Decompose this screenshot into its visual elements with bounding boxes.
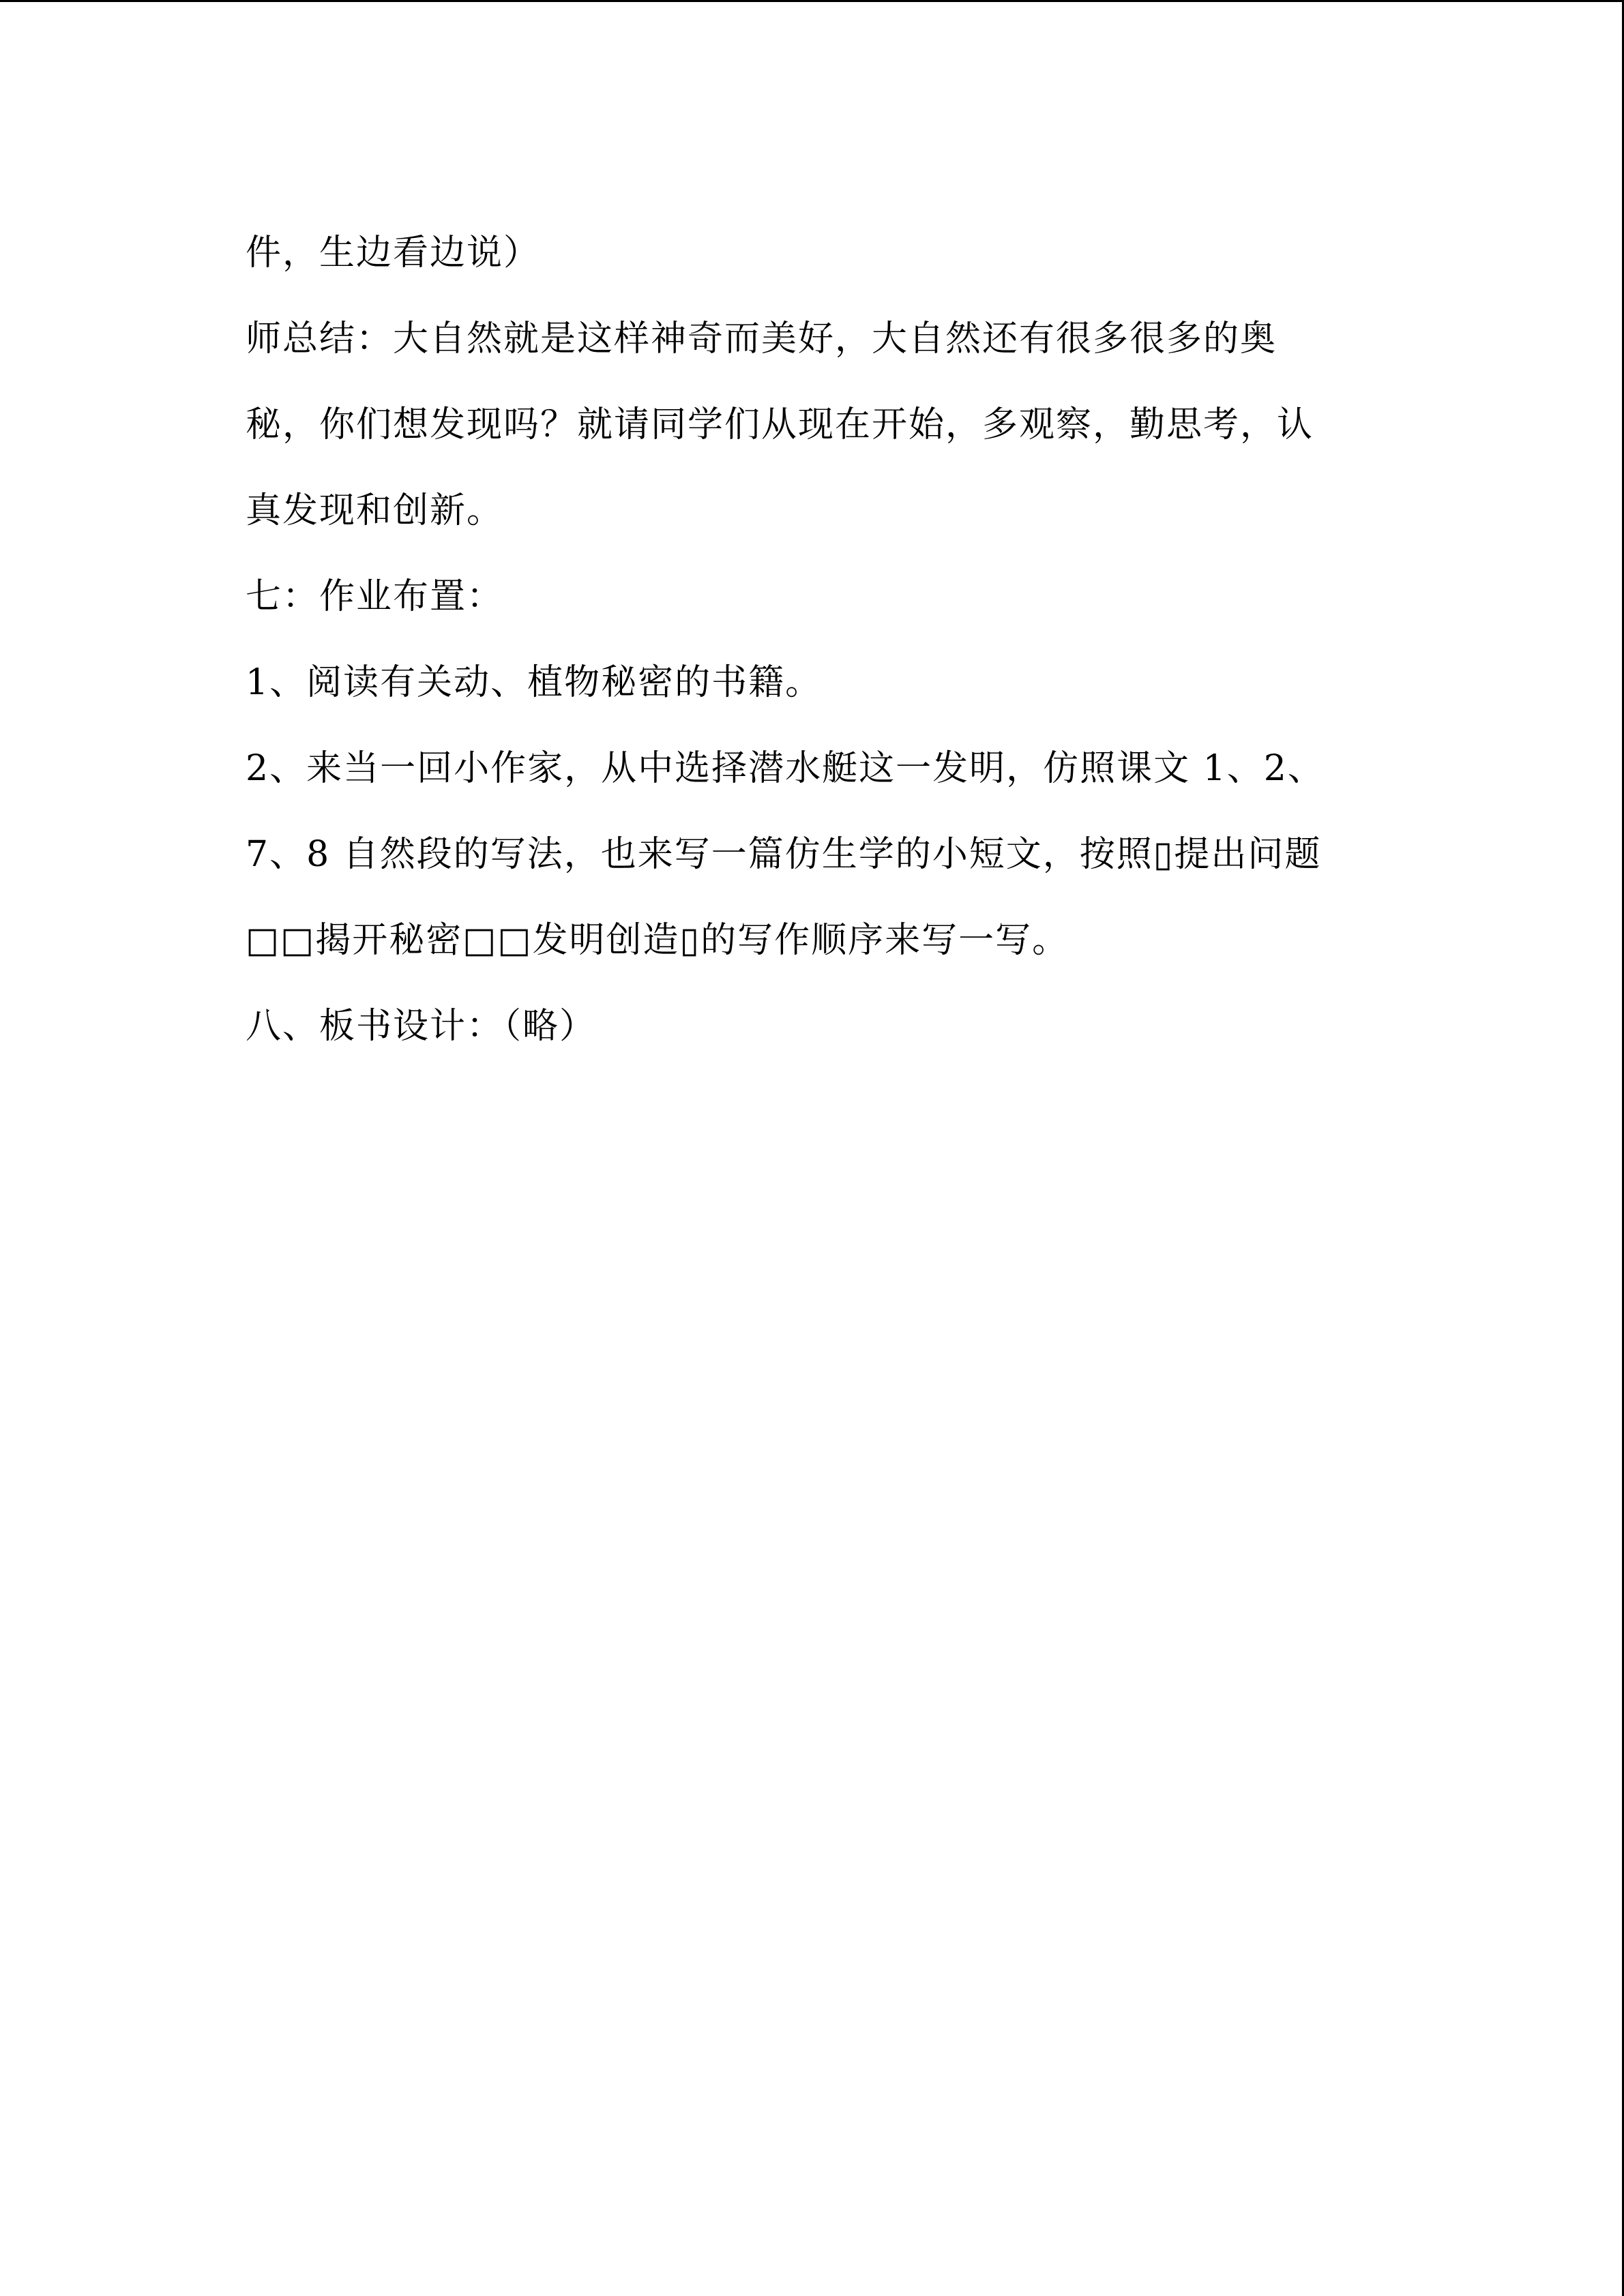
homework-item-2-cont-2: □□揭开秘密□□发明创造▯的写作顺序来写一写。: [246, 920, 1069, 961]
text-line-1: 件，生边看边说）: [246, 233, 541, 273]
document-body: [246, 210, 1364, 1069]
homework-item-2-cont-1: 7、8 自然段的写法，也来写一篇仿生学的小短文，按照▯提出问题: [246, 834, 1322, 875]
section-heading-homework: 七：作业布置：: [246, 576, 504, 617]
text-line-4: 真发现和创新。: [246, 490, 504, 531]
text-line-3: 秘，你们想发现吗？就请同学们从现在开始，多观察，勤思考，认: [246, 404, 1314, 445]
homework-item-1: 1、阅读有关动、植物秘密的书籍。: [246, 662, 823, 703]
page-border-top: [0, 0, 1624, 2]
section-heading-board-design: 八、板书设计：（略）: [246, 1006, 597, 1047]
homework-item-2: 2、来当一回小作家，从中选择潜水艇这一发明，仿照课文 1、2、: [246, 748, 1325, 789]
text-line-2: 师总结：大自然就是这样神奇而美好，大自然还有很多很多的奥: [246, 318, 1278, 359]
